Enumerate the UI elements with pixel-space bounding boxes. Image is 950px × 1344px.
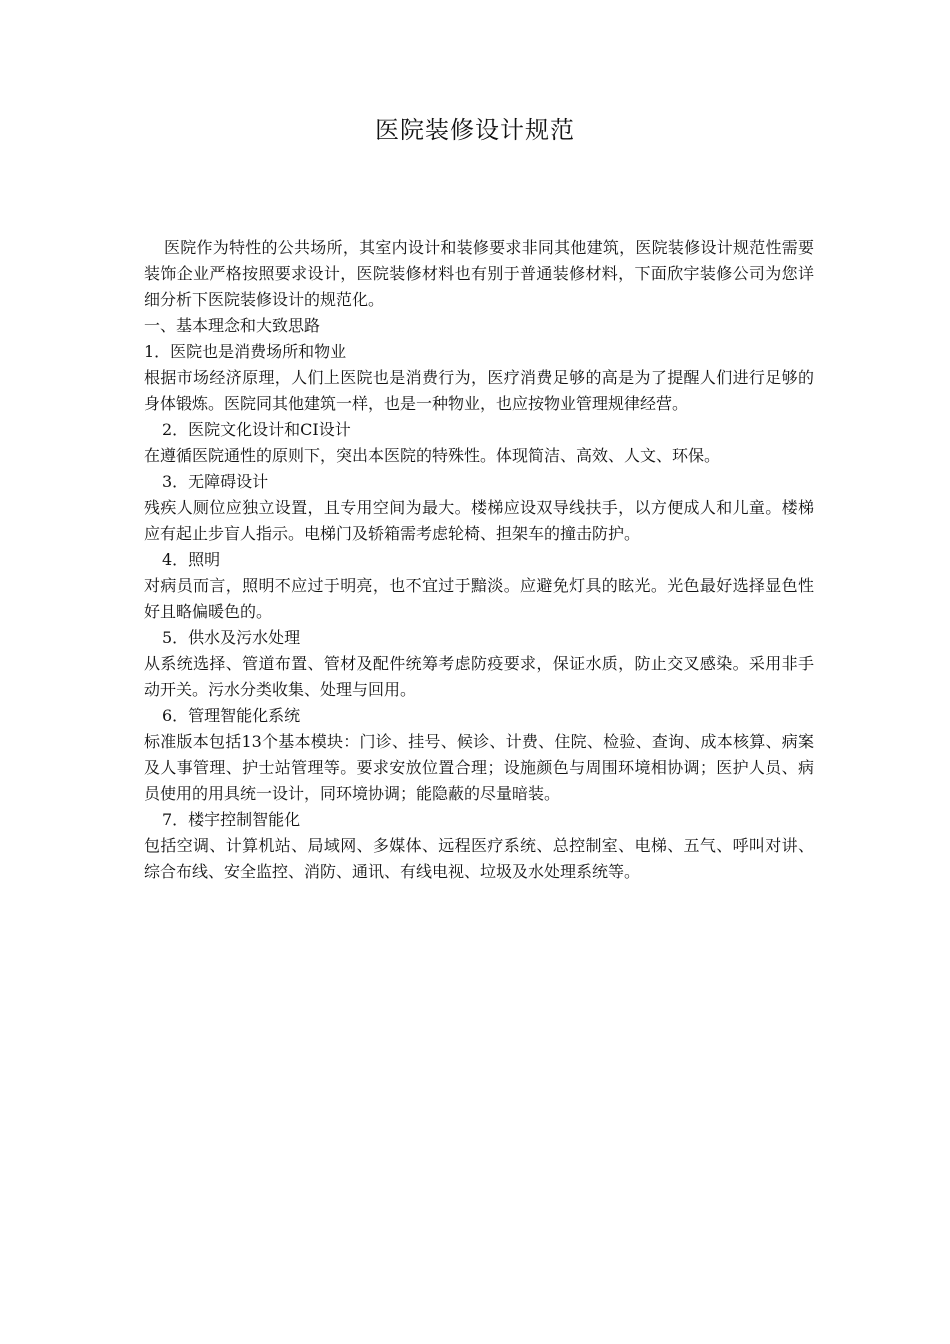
- section-7-heading: 7．楼宇控制智能化: [162, 810, 301, 829]
- section-5-heading: 5．供水及污水处理: [162, 628, 301, 647]
- section-1-heading: 1．医院也是消费场所和物业: [144, 342, 347, 361]
- document-title: 医院装修设计规范: [375, 116, 575, 144]
- intro-paragraph: 医院作为特性的公共场所，其室内设计和装修要求非同其他建筑，医院装修设计规范性需要装饰企业严格按照要求设计，医院装修材料也有别于普通装修材料，下面欣宇装修公司为您详细分析下医院装修设计的规范化。: [144, 238, 814, 309]
- section-6-body: 标准版本包括13个基本模块：门诊、挂号、候诊、计费、住院、检验、查询、成本核算、病案及人事管理、护士站管理等。要求安放位置合理；设施颜色与周围环境相协调；医护人员、病员使用的用具统一设计，同环境协调；能隐蔽的尽量暗装。: [144, 732, 814, 803]
- part-heading: 一、基本理念和大致思路: [144, 316, 321, 335]
- section-4-body: 对病员而言，照明不应过于明亮，也不宜过于黯淡。应避免灯具的眩光。光色最好选择显色性好且略偏暖色的。: [144, 576, 814, 621]
- section-6-heading: 6．管理智能化系统: [162, 706, 301, 725]
- document-body: [144, 235, 814, 885]
- section-2-body: 在遵循医院通性的原则下，突出本医院的特殊性。体现简洁、高效、人文、环保。: [144, 446, 721, 465]
- section-5-body: 从系统选择、管道布置、管材及配件统筹考虑防疫要求，保证水质，防止交叉感染。采用非手动开关。污水分类收集、处理与回用。: [144, 654, 814, 699]
- section-2-heading: 2．医院文化设计和CI设计: [162, 420, 351, 439]
- section-4-heading: 4．照明: [162, 550, 221, 569]
- section-1-body: 根据市场经济原理，人们上医院也是消费行为，医疗消费足够的高是为了提醒人们进行足够的身体锻炼。医院同其他建筑一样，也是一种物业，也应按物业管理规律经营。: [144, 368, 814, 413]
- section-3-body: 残疾人厕位应独立设置，且专用空间为最大。楼梯应设双导线扶手，以方便成人和儿童。楼梯应有起止步盲人指示。电梯门及轿箱需考虑轮椅、担架车的撞击防护。: [144, 498, 814, 543]
- section-7-body: 包括空调、计算机站、局域网、多媒体、远程医疗系统、总控制室、电梯、五气、呼叫对讲、综合布线、安全监控、消防、通讯、有线电视、垃圾及水处理系统等。: [144, 836, 814, 881]
- section-3-heading: 3．无障碍设计: [162, 472, 269, 491]
